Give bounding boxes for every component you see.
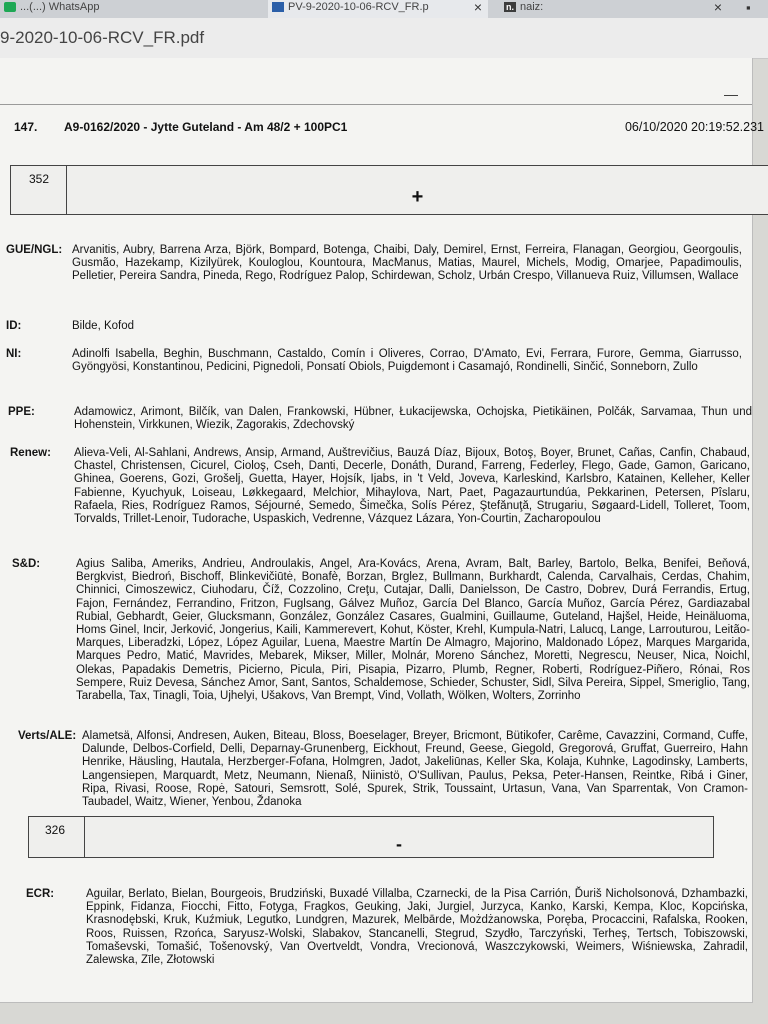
- group-label: ID:: [6, 320, 22, 332]
- tab-whatsapp[interactable]: [0, 0, 250, 18]
- against-sign: -: [396, 834, 402, 854]
- close-icon[interactable]: ×: [473, 0, 482, 15]
- against-votes-box: [28, 816, 714, 858]
- item-title: A9-0162/2020 - Jytte Guteland - Am 48/2 + 100PC1: [64, 120, 348, 134]
- group-label: S&D:: [12, 558, 41, 570]
- window-icon[interactable]: ▪: [746, 0, 751, 15]
- group-names: Arvanitis, Aubry, Barrena Arza, Björk, Bompard, Botenga, Chaibi, Daly, Demirel, Ernst, Ferreira, Flanagan, Georgiou, Georgoulis, Gusmão, Hazekamp, Kizilyürek, Kouloglou, Kountoura, MacManus, Matias, Maurel, Michels, Modig, Omarjee, Papadimoulis, Pelletier, Pereira Sandra, Pineda, Rego, Rodríguez Palop, Schirdewan, Scholz, Urbán Crespo, Villanueva Ruiz, Villumsen, Wallace: [72, 244, 742, 283]
- group-label: Renew:: [10, 447, 51, 459]
- dash-mark: —: [724, 86, 738, 102]
- header-divider: [0, 104, 752, 105]
- for-count: 352: [11, 166, 67, 214]
- item-number: 147.: [14, 120, 38, 134]
- group-names: Agius Saliba, Ameriks, Andrieu, Androulakis, Angel, Ara-Kovács, Arena, Avram, Balt, Barley, Bartolo, Belka, Benifei, Beňová, Bergkvist, Biedroń, Bischoff, Blinkevičiūtė, Bonafè, Borzan, Brglez, Bullmann, Burkhardt, Calenda, Carvalhais, Cerdas, Chahim, Chinnici, Cimoszewicz, Ciuhodaru, Číž, Cozzolino, Creţu, Cutajar, Dalli, Danielsson, De Castro, Dobrev, Durá Ferrandis, Ertug, Fajon, Fernández, Ferrandino, Fritzon, Fuglsang, Gálvez Muñoz, García Del Blanco, García Muñoz, García Pérez, Gardiazabal Rubial, Gebhardt, Geier, Glucksmann, González, González Casares, Gualmini, Guillaume, Guteland, Hajšel, Heide, Heinäluoma, Homs Ginel, Incir, Jerković, Jongerius, Kaili, Kammerevert, Kohut, Köster, Krehl, Kumpula-Natri, Lalucq, Lange, Larrouturou, Leitão-Marques, Liberadzki, López, López Aguilar, Luena, Maestre Martín De Almagro, Majorino, Maldonado López, Marques Margarida, Marques Pedro, Matić, Mavrides, Mebarek, Mikser, Miller, Molnár, Moreno Sánchez, Moretti, Negrescu, Neuser, Nica, Noichl, Olekas, Papadakis Demetris, Picierno, Picula, Piri, Pisapia, Pizarro, Plumb, Regner, Roberti, Rodríguez-Piñero, Rónai, Ros Sempere, Ruiz Devesa, Sánchez Amor, Sant, Santos, Schaldemose, Schieder, Schuster, Sidl, Silva Pereira, Sippel, Smeriglio, Tang, Tarabella, Tax, Tinagli, Toia, Ujhelyi, Ušakovs, Van Brempt, Vind, Vollath, Wölken, Wolters, Zorrinho: [76, 558, 750, 703]
- browser-tab-bar: [0, 0, 768, 19]
- group-label: GUE/NGL:: [6, 244, 63, 256]
- group-names: Bilde, Kofod: [72, 320, 135, 332]
- timestamp: 06/10/2020 20:19:52.231: [624, 120, 764, 134]
- tab-naiz[interactable]: [500, 0, 728, 18]
- pdf-icon: [272, 2, 284, 12]
- pdf-page: [0, 58, 764, 1003]
- for-sign: +: [411, 186, 424, 208]
- file-title: 9-2020-10-06-RCV_FR.pdf: [0, 28, 205, 47]
- tab-label: PV-9-2020-10-06-RCV_FR.p: [288, 1, 429, 13]
- group-names: Alametsä, Alfonsi, Andresen, Auken, Biteau, Bloss, Boeselager, Breyer, Bricmont, Bütikofer, Carême, Cavazzini, Cormand, Cuffe, Dalunde, Delbos-Corfield, Delli, Deparnay-Grunenberg, Eickhout, Freund, Geese, Giegold, Gregorová, Gruffat, Guerreiro, Hahn Henrike, Häusling, Hautala, Herzberger-Fofana, Holmgren, Jadot, Jakeliūnas, Keller Ska, Kolaja, Kuhnke, Lagodinsky, Lamberts, Langensiepen, Marquardt, Metz, Neumann, Nienaß, Niinistö, O'Sullivan, Paulus, Peksa, Peter-Hansen, Reintke, Ribá i Giner, Ripa, Rivasi, Roose, Ropė, Satouri, Semsrott, Solé, Spurek, Strik, Toussaint, Urtasun, Vana, Van Sparrentak, Von Cramon-Taubadel, Waitz, Wiener, Yenbou, Ždanoka: [82, 730, 748, 809]
- group-names: Adinolfi Isabella, Beghin, Buschmann, Castaldo, Comín i Oliveres, Corrao, D'Amato, Evi, Ferrara, Furore, Gemma, Giarrusso, Gyöngyösi, Konstantinou, Pedicini, Pignedoli, Ponsatí Obiols, Puigdemont i Casamajó, Rondinelli, Sinčić, Sonneborn, Zullo: [72, 348, 742, 374]
- against-count: 326: [29, 817, 85, 857]
- naiz-icon: n.: [506, 2, 514, 12]
- group-label: PPE:: [8, 406, 35, 418]
- group-label: ECR:: [26, 888, 55, 900]
- group-label: Verts/ALE:: [18, 730, 77, 742]
- tab-label: naiz:: [520, 1, 544, 13]
- group-names: Adamowicz, Arimont, Bilčík, van Dalen, Frankowski, Hübner, Łukacijewska, Ochojska, Pietikäinen, Polčák, Sarvamaa, Thun und Hohenstein, Virkkunen, Wiezik, Zagorakis, Zdechovský: [74, 406, 752, 432]
- close-icon[interactable]: ×: [713, 0, 722, 15]
- tab-pdf[interactable]: [268, 0, 488, 18]
- for-votes-box: [10, 165, 768, 215]
- tab-label: ...(...) WhatsApp: [20, 1, 100, 13]
- pdf-title-bar: [0, 18, 768, 59]
- group-label: NI:: [6, 348, 22, 360]
- whatsapp-icon: [4, 2, 16, 12]
- group-names: Aguilar, Berlato, Bielan, Bourgeois, Brudziński, Buxadé Villalba, Czarnecki, de la Pisa Carrión, Ďuriš Nicholsonová, Dzhambazki, Eppink, Fidanza, Fiocchi, Fitto, Fotyga, Fragkos, Geuking, Jaki, Jurgiel, Jurzyca, Kanko, Karski, Kempa, Kloc, Kopcińska, Krasnodębski, Kruk, Kuźmiuk, Legutko, Lundgren, Mazurek, Melbārde, Możdżanowska, Poręba, Procaccini, Rafalska, Rooken, Roos, Ruissen, Rzońca, Saryusz-Wolski, Slabakov, Stancanelli, Stegrud, Szydło, Tarczyński, Terheş, Tertsch, Tobiszowski, Tomaševski, Tomašić, Tošenovský, Van Overtveldt, Vondra, Vrecionová, Waszczykowski, Weimers, Wiśniewska, Zahradil, Zalewska, Zīle, Złotowski: [86, 888, 748, 967]
- group-names: Alieva-Veli, Al-Sahlani, Andrews, Ansip, Armand, Auštrevičius, Bauzá Díaz, Bijoux, Botoş, Boyer, Brunet, Cañas, Canfin, Chabaud, Chastel, Christensen, Cicurel, Cioloş, Cseh, Danti, Decerle, Donáth, Durand, Farreng, Federley, Flego, Gade, Gamon, Garicano, Ghinea, Goerens, Gozi, Grošelj, Guetta, Hayer, Hojsík, Ijabs, in 't Veld, Joveva, Karleskind, Karlsbro, Katainen, Kelleher, Keller Fabienne, Kyuchyuk, Loiseau, Løkkegaard, Melchior, Mihaylova, Nart, Paet, Pagazaurtundúa, Pekkarinen, Petersen, Pîslaru, Rafaela, Ries, Rodríguez Ramos, Séjourné, Semedo, Šimečka, Solís Pérez, Ştefănuţă, Strugariu, Søgaard-Lidell, Tolleret, Toom, Torvalds, Trillet-Lenoir, Tudorache, Uspaskich, Vedrenne, Vázquez Lázara, Yon-Courtin, Zacharopoulou: [74, 447, 750, 526]
